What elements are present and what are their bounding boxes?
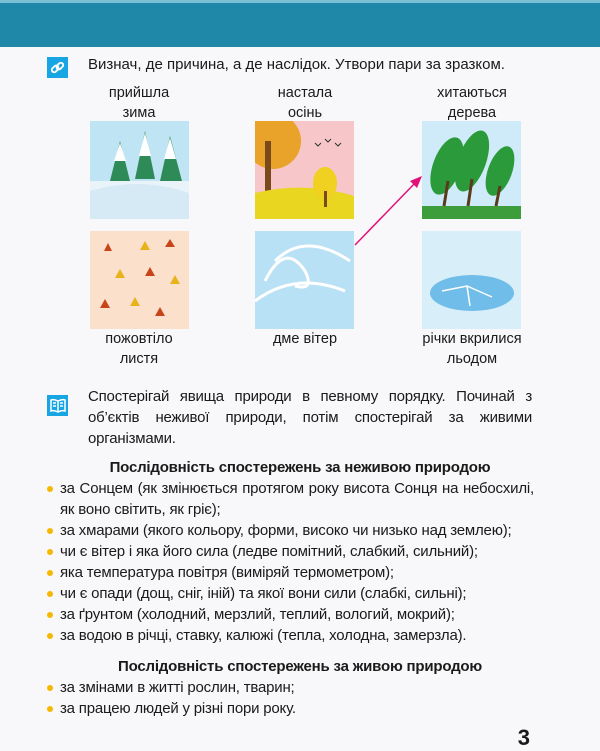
list-item-text: чи є опади (дощ, сніг, іній) та якої вони сили (слабкі, сильні); [60,585,467,602]
list-item [44,583,534,604]
frozen-river-picture [422,231,521,329]
list-item-text: за змінами в житті рослин, тварин; [60,679,295,696]
wind-picture [255,231,354,329]
observation-section [0,386,600,751]
list-item [44,677,534,698]
label-rivers-frozen: річки вкрилися льодом [422,331,522,367]
yellow-leaves-picture [90,231,189,329]
list-item [44,625,534,646]
living-observation-list [0,677,600,719]
list-item-text: чи є вітер і яка його сила (ледве помітний, слабкий, сильний); [60,543,478,560]
link-icon [47,57,68,78]
winter-picture [90,121,189,219]
label-winter-came: прийшла зима [108,85,170,121]
list-item [44,541,534,562]
label-wind-blows: дме вітер [272,331,338,347]
bullet-icon [47,612,53,618]
list-item [44,562,534,583]
list-item [44,478,534,520]
list-item [44,698,534,719]
bullet-icon [47,591,53,597]
label-autumn-came: настала осінь [277,85,333,121]
bullet-icon [47,486,53,492]
bullet-icon [47,528,53,534]
list-item-text: за Сонцем (як змінюється протягом року висота Сонця на небосхилі, як воно світить, як гріє); [60,480,534,518]
label-leaves-yellowed: пожовтіло листя [105,331,173,367]
list-item [44,604,534,625]
bullet-icon [47,570,53,576]
list-item-text: за водою в річці, ставку, калюжі (тепла, холодна, замерзла). [60,627,467,644]
bullet-icon [47,685,53,691]
bullet-icon [47,706,53,712]
heading-living-nature: Послідовність спостережень за живою природою [118,658,482,675]
page-number: 3 [517,725,530,750]
list-item-text: за працею людей у різні пори року. [60,700,296,717]
example-arrow [350,170,430,250]
list-item-text: яка температура повітря (виміряй термометром); [60,564,394,581]
nonliving-observation-list [0,478,600,646]
task1-instruction: Визнач, де причина, а де наслідок. Утвори пари за зразком. [88,56,505,73]
list-item-text: за хмарами (якого кольору, форми, високо чи низько над землею); [60,522,512,539]
list-item [44,520,534,541]
observation-paragraph: Спостерігай явища природи в певному порядку. Починай з об’єктів неживої природи, потім спостерігай за живими організмами. [88,388,532,447]
bullet-icon [47,549,53,555]
label-trees-sway: хитаються дерева [437,85,507,121]
list-item-text: за ґрунтом (холодний, мерзлий, теплий, вологий, мокрий); [60,606,455,623]
bullet-icon [47,633,53,639]
page-header-band [0,0,600,47]
trees-swaying-picture [422,121,521,219]
heading-nonliving-nature: Послідовність спостережень за неживою природою [109,459,491,476]
autumn-picture [255,121,354,219]
